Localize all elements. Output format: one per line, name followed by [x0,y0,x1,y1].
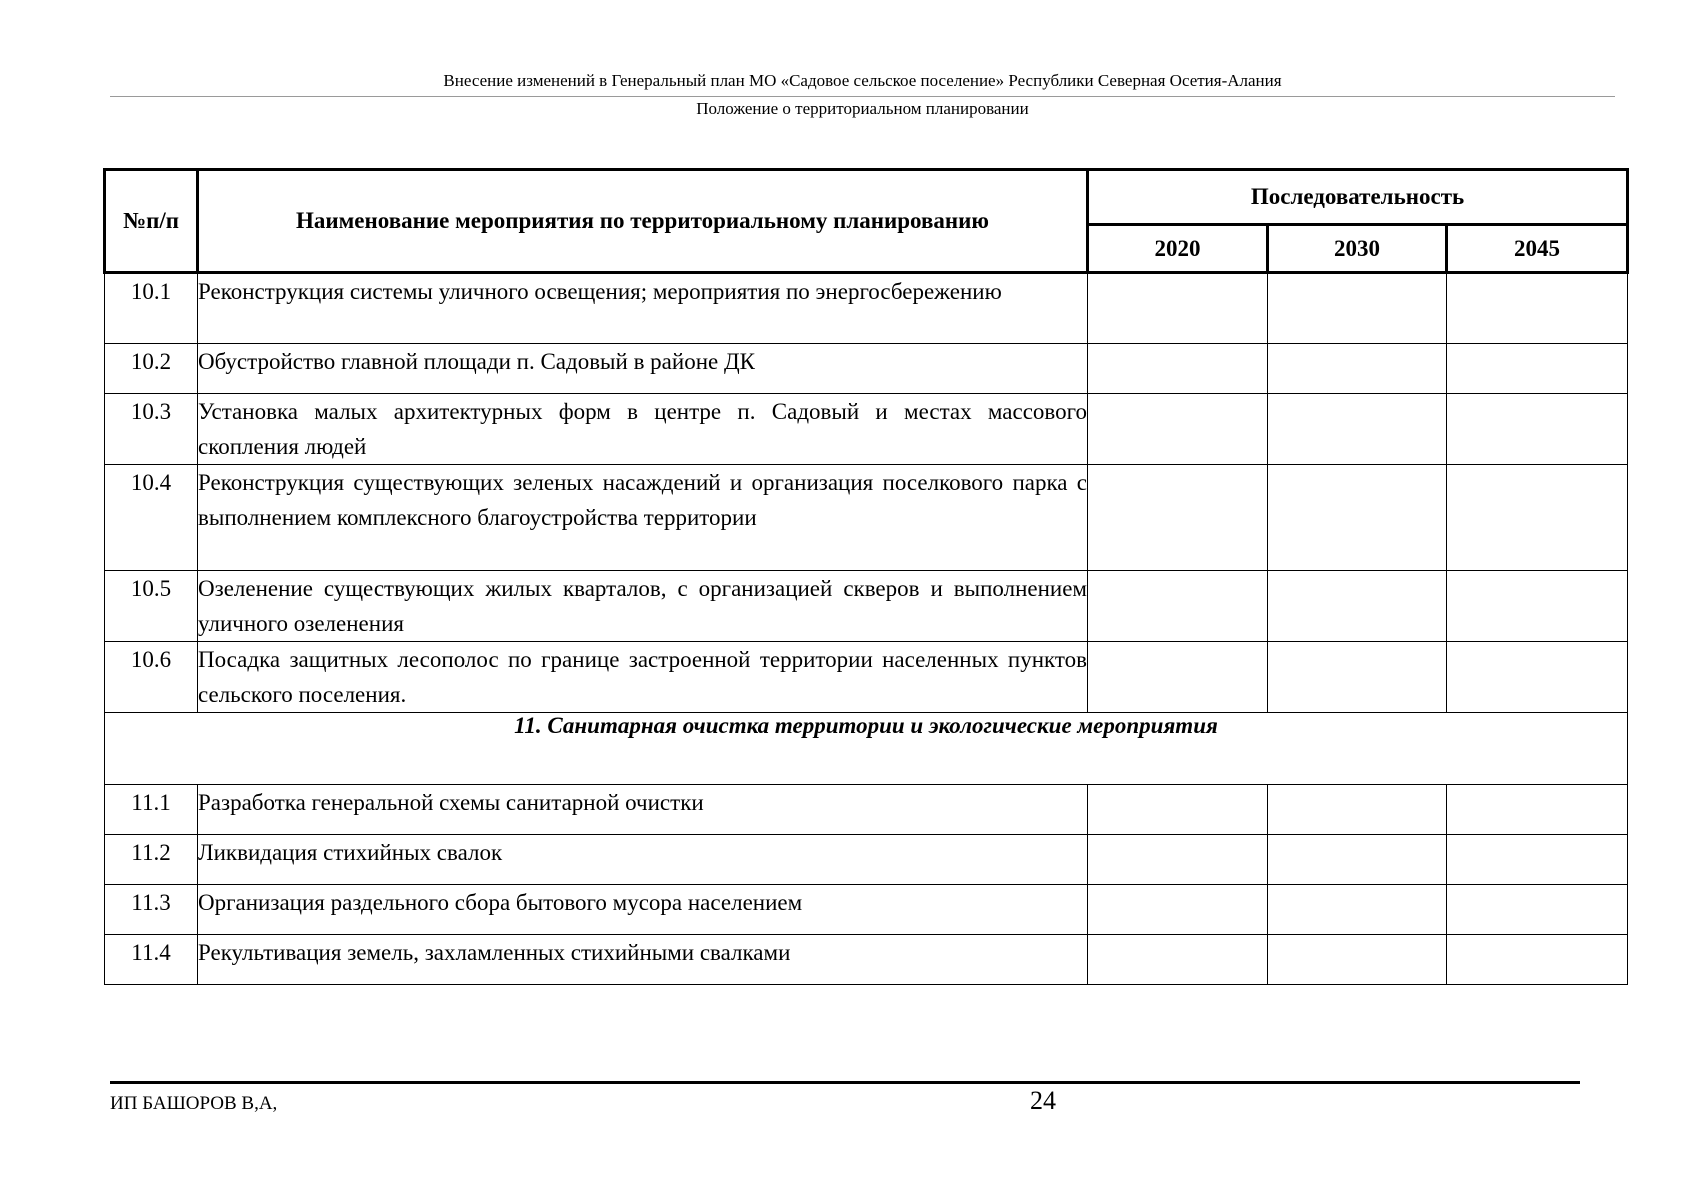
year-cell [1088,935,1268,985]
year-cell [1447,465,1628,571]
table-body-group-11 [105,785,1628,985]
table-row [105,465,1628,571]
table-row [105,642,1628,713]
year-cell [1447,785,1628,835]
year-cell [1447,571,1628,642]
year-cell [1447,835,1628,885]
header-divider [110,96,1615,97]
year-cell [1268,273,1447,344]
year-cell [1088,642,1268,713]
row-number: 10.1 [105,273,198,344]
year-cell [1447,935,1628,985]
year-cell [1088,885,1268,935]
column-header-sequence: Последовательность [1088,170,1628,225]
table-row [105,835,1628,885]
year-cell [1447,394,1628,465]
year-cell [1088,273,1268,344]
year-cell [1088,394,1268,465]
footer-organization: ИП БАШОРОВ В,А, [110,1093,278,1114]
row-measure-name: Обустройство главной площади п. Садовый в районе ДК [198,344,1088,394]
planning-measures-table [103,168,1629,985]
page-number: 24 [1030,1086,1056,1115]
year-cell [1088,835,1268,885]
year-cell [1268,465,1447,571]
row-number: 11.3 [105,885,198,935]
row-number: 11.4 [105,935,198,985]
year-cell [1268,642,1447,713]
year-cell [1268,571,1447,642]
table-row [105,785,1628,835]
column-header-year: 2030 [1268,225,1447,273]
year-cell [1088,571,1268,642]
row-measure-name: Ликвидация стихийных свалок [198,835,1088,885]
column-header-year: 2020 [1088,225,1268,273]
table-header [105,170,1628,273]
row-measure-name: Реконструкция существующих зеленых насаждений и организация поселкового парка с выполнением комплексного благоустройства территории [198,465,1088,571]
table-row [105,344,1628,394]
row-measure-name: Организация раздельного сбора бытового мусора населением [198,885,1088,935]
row-measure-name: Озеленение существующих жилых кварталов, с организацией скверов и выполнением уличного озеленения [198,571,1088,642]
year-cell [1268,394,1447,465]
table-section [105,713,1628,785]
table-row [105,394,1628,465]
row-number: 10.5 [105,571,198,642]
section-title: 11. Санитарная очистка территории и экологические мероприятия [105,713,1628,785]
column-header-name: Наименование мероприятия по территориальному планированию [198,170,1088,273]
year-cell [1088,344,1268,394]
year-cell [1447,344,1628,394]
footer-divider [110,1081,1580,1084]
row-measure-name: Рекультивация земель, захламленных стихийными свалками [198,935,1088,985]
year-cell [1268,935,1447,985]
year-cell [1447,273,1628,344]
row-number: 10.6 [105,642,198,713]
year-cell [1088,465,1268,571]
column-header-number: №п/п [105,170,198,273]
year-cell [1088,785,1268,835]
table-body-group-10 [105,273,1628,713]
column-header-year: 2045 [1447,225,1628,273]
table-row [105,571,1628,642]
table-row [105,885,1628,935]
year-cell [1447,885,1628,935]
year-cell [1447,642,1628,713]
row-measure-name: Реконструкция системы уличного освещения; мероприятия по энергосбережению [198,273,1088,344]
year-cell [1268,835,1447,885]
row-number: 10.3 [105,394,198,465]
document-header-subtitle: Положение о территориальном планировании [696,99,1029,118]
row-measure-name: Разработка генеральной схемы санитарной очистки [198,785,1088,835]
year-cell [1268,885,1447,935]
row-measure-name: Установка малых архитектурных форм в центре п. Садовый и местах массового скопления людей [198,394,1088,465]
table-row [105,273,1628,344]
document-header-title: Внесение изменений в Генеральный план МО «Садовое сельское поселение» Республики Северная Осетия-Алания [443,71,1282,90]
year-cell [1268,785,1447,835]
table-row [105,935,1628,985]
year-cell [1268,344,1447,394]
row-measure-name: Посадка защитных лесополос по границе застроенной территории населенных пунктов сельского поселения. [198,642,1088,713]
row-number: 11.2 [105,835,198,885]
row-number: 10.4 [105,465,198,571]
row-number: 10.2 [105,344,198,394]
row-number: 11.1 [105,785,198,835]
